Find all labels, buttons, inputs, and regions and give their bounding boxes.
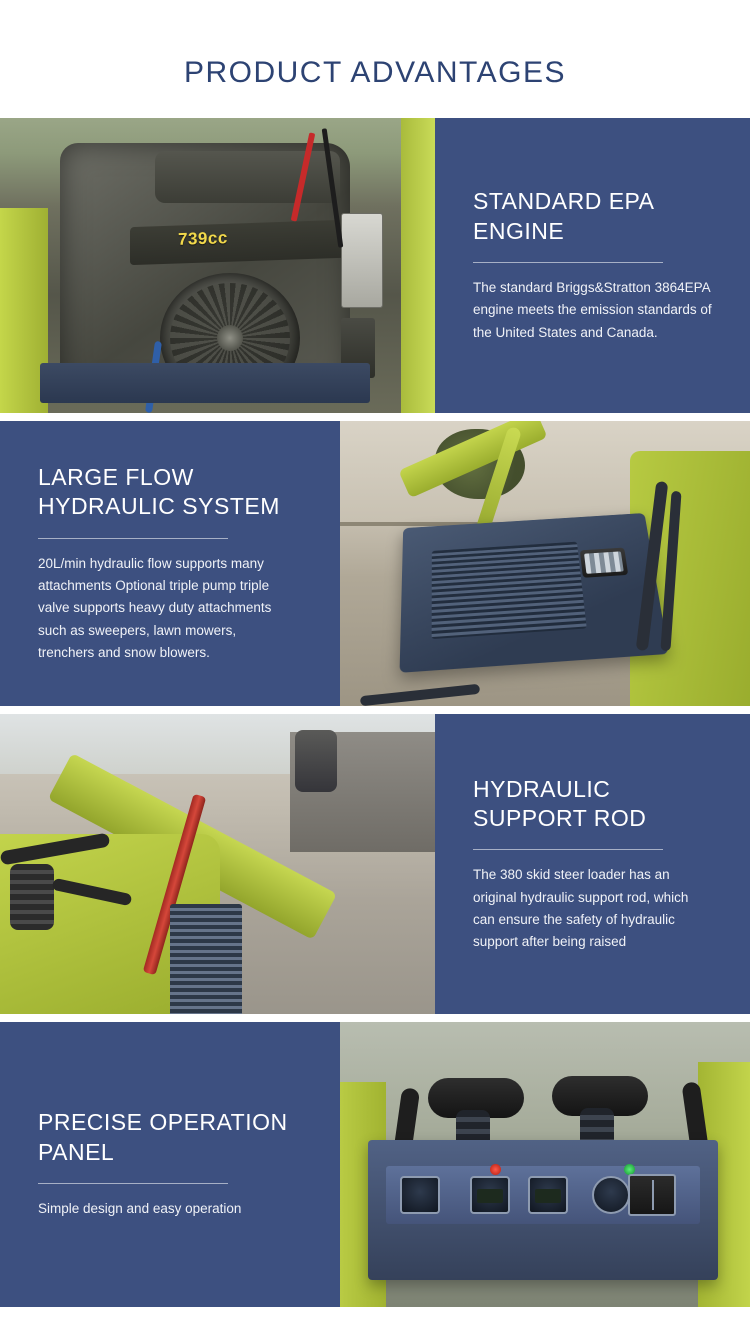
section-standard-epa-engine [0, 118, 750, 413]
engine-photo [0, 118, 435, 413]
engine-text-panel [435, 118, 750, 413]
engine-hood [400, 513, 669, 673]
machine-body-right [401, 118, 435, 413]
divider [38, 538, 228, 539]
support-rod-photo [0, 714, 435, 1014]
ignition-switch[interactable] [592, 1176, 630, 1214]
divider [38, 1183, 228, 1184]
engine-mount-plate [40, 363, 370, 403]
operation-panel-body-text: Simple design and easy operation [38, 1201, 242, 1217]
switch-toggle[interactable] [400, 1176, 440, 1214]
gauge-display [477, 1189, 503, 1203]
engine-air-cover [155, 151, 340, 203]
operation-panel-heading: PRECISE OPERATION PANEL [38, 1109, 288, 1165]
fuel-gauge[interactable] [528, 1176, 568, 1214]
work-light [580, 548, 628, 578]
divider [473, 262, 663, 263]
hydraulic-photo [340, 421, 750, 706]
hydraulic-body-text: 20L/min hydraulic flow supports many attachments Optional triple pump triple valve supports heavy duty attachments such as sweepers, lawn mowers, trenchers and snow blowers. [38, 555, 272, 660]
control-panel-face [386, 1166, 700, 1224]
gauge-display [535, 1189, 561, 1203]
page-title: PRODUCT ADVANTAGES [183, 56, 567, 89]
fan-hub [217, 325, 243, 351]
engine-displacement-label: 739cc [178, 228, 228, 249]
section-hydraulic-support-rod [0, 714, 750, 1014]
control-lever-boot [10, 864, 54, 930]
side-grille-panel [170, 904, 242, 1014]
support-rod-text-panel [435, 714, 750, 1014]
red-indicator-led [490, 1164, 501, 1175]
support-rod-heading: HYDRAULIC SUPPORT ROD [473, 775, 647, 831]
control-panel-box [368, 1140, 718, 1280]
operation-panel-text-panel [0, 1022, 340, 1307]
hood-vent-grille [432, 542, 587, 639]
operation-panel-photo [340, 1022, 750, 1307]
support-rod-body-text: The 380 skid steer loader has an original hydraulic support rod, which can ensure the safety of hydraulic support after being raised [473, 867, 689, 950]
divider [473, 849, 663, 850]
section-precise-operation-panel [0, 1022, 750, 1307]
engine-control-box [341, 213, 383, 308]
engine-body-text: The standard Briggs&Stratton 3864EPA engine meets the emission standards of the United States and Canada. [473, 280, 712, 340]
engine-decal-band [130, 219, 370, 265]
engine-block [60, 143, 350, 393]
hydraulic-text-panel [0, 421, 340, 706]
rocker-switch[interactable] [628, 1174, 676, 1216]
hydraulic-heading: LARGE FLOW HYDRAULIC SYSTEM [38, 463, 280, 520]
section-large-flow-hydraulic-system [0, 421, 750, 706]
engine-heading: STANDARD EPA ENGINE [473, 188, 654, 244]
hour-meter-gauge[interactable] [470, 1176, 510, 1214]
boom-pivot-hinge [295, 730, 337, 792]
